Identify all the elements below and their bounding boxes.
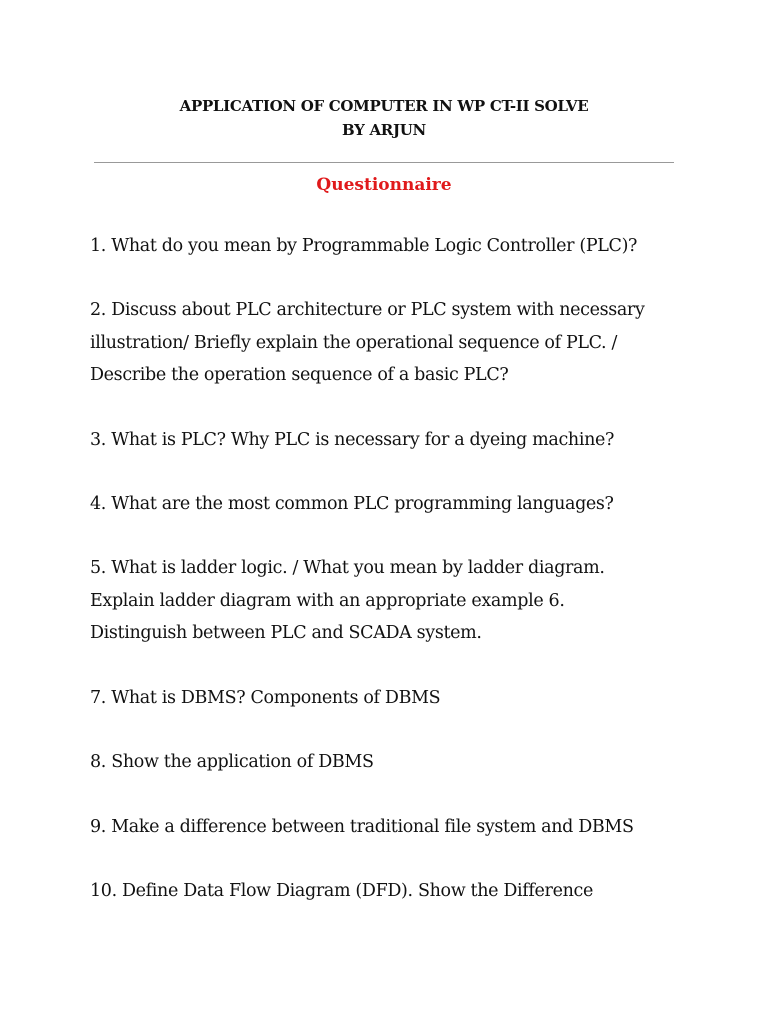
question-2: [90, 294, 690, 392]
question-4-line-1: 4. What are the most common PLC programming languages?: [90, 494, 614, 514]
question-3: [90, 424, 690, 457]
question-5-line-2: Explain ladder diagram with an appropriate example 6.: [90, 590, 565, 611]
title-line-1: APPLICATION OF COMPUTER IN WP CT-II SOLVE: [179, 97, 589, 115]
question-4: [90, 488, 690, 521]
question-5-line-1: 5. What is ladder logic. / What you mean by ladder diagram.: [90, 558, 605, 578]
question-8: [90, 746, 690, 779]
question-2-line-3: Describe the operation sequence of a basic PLC?: [90, 365, 509, 385]
question-8-line-1: 8. Show the application of DBMS: [90, 752, 374, 772]
question-1: [90, 230, 690, 263]
horizontal-divider: [94, 162, 674, 163]
question-9-line-1: 9. Make a difference between traditional file system and DBMS: [90, 817, 634, 837]
title-line-2: BY ARJUN: [342, 121, 426, 139]
question-3-line-1: 3. What is PLC? Why PLC is necessary for a dyeing machine?: [90, 430, 615, 450]
question-2-line-2: illustration/ Briefly explain the operational sequence of PLC. /: [90, 332, 618, 353]
question-10-line-1: 10. Define Data Flow Diagram (DFD). Show the Difference: [90, 881, 593, 901]
section-heading: Questionnaire: [316, 175, 452, 195]
question-9: [90, 811, 690, 844]
document-title: [0, 94, 768, 142]
question-2-line-1: 2. Discuss about PLC architecture or PLC system with necessary: [90, 300, 645, 320]
question-7: [90, 682, 690, 715]
question-1-line-1: 1. What do you mean by Programmable Logic Controller (PLC)?: [90, 236, 638, 256]
question-10: [90, 875, 690, 908]
question-7-line-1: 7. What is DBMS? Components of DBMS: [90, 688, 441, 708]
question-5: [90, 552, 690, 650]
question-5-line-3: Distinguish between PLC and SCADA system.: [90, 623, 482, 643]
